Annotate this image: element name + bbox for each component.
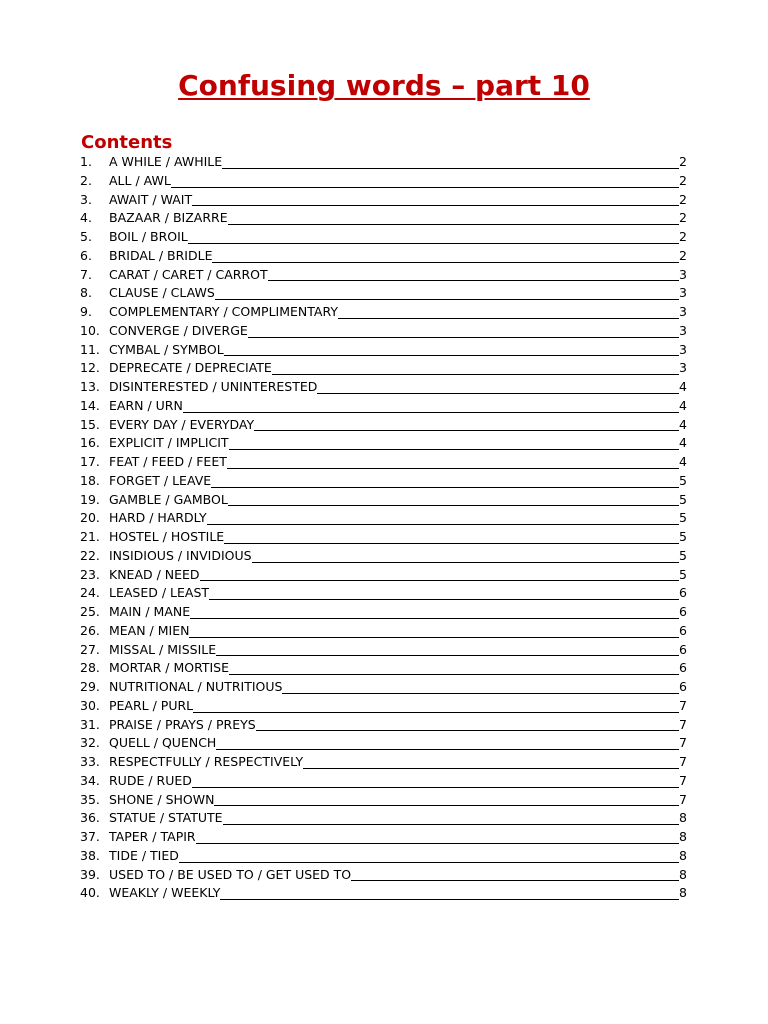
toc-entry-label[interactable]: CARAT / CARET / CARROT xyxy=(109,266,268,282)
toc-entry-label[interactable]: CYMBAL / SYMBOL xyxy=(109,341,224,357)
toc-entry[interactable] xyxy=(80,341,687,360)
toc-leader-line xyxy=(227,453,679,469)
toc-entry-page[interactable]: 2 xyxy=(679,210,687,226)
toc-entry-number: 39. xyxy=(80,866,100,882)
toc-leader-line xyxy=(254,416,679,432)
toc-leader-line xyxy=(223,809,680,825)
toc-entry-page[interactable]: 3 xyxy=(679,341,687,357)
toc-entry[interactable] xyxy=(80,172,687,191)
toc-leader-line xyxy=(317,378,679,394)
toc-entry-label[interactable]: COMPLEMENTARY / COMPLIMENTARY xyxy=(109,304,338,319)
toc-entry-page[interactable]: 3 xyxy=(679,285,687,301)
toc-leader-line xyxy=(183,397,679,413)
toc-entry-label[interactable]: TAPER / TAPIR xyxy=(109,829,196,844)
toc-entry-number: 17. xyxy=(80,454,100,469)
toc-entry[interactable] xyxy=(80,322,687,341)
toc-leader-line xyxy=(179,847,679,863)
toc-entry-page[interactable]: 4 xyxy=(679,379,687,394)
toc-entry-label[interactable]: MAIN / MANE xyxy=(109,604,191,619)
toc-leader-line xyxy=(224,528,679,544)
toc-entry-number: 4. xyxy=(80,210,92,226)
toc-entry-page[interactable]: 7 xyxy=(679,735,687,751)
toc-entry[interactable] xyxy=(80,584,687,603)
toc-entry-page[interactable]: 8 xyxy=(679,810,687,826)
toc-leader-line xyxy=(193,697,679,713)
toc-leader-line xyxy=(209,584,679,600)
toc-leader-line xyxy=(214,791,679,807)
toc-leader-line xyxy=(189,622,679,638)
toc-leader-line xyxy=(228,209,679,225)
toc-entry-number: 20. xyxy=(80,510,100,526)
toc-leader-line xyxy=(171,172,679,188)
toc-entry-number: 40. xyxy=(80,885,100,901)
toc-entry-number: 23. xyxy=(80,566,100,582)
toc-entry-page[interactable]: 6 xyxy=(679,679,687,694)
toc-entry-number: 30. xyxy=(80,697,100,713)
toc-entry-page[interactable]: 5 xyxy=(679,510,687,526)
toc-entry-number: 6. xyxy=(80,247,92,263)
toc-leader-line xyxy=(215,284,679,300)
toc-entry-label[interactable]: NUTRITIONAL / NUTRITIOUS xyxy=(109,679,283,694)
toc-entry-number: 5. xyxy=(80,229,92,244)
toc-entry-page[interactable]: 4 xyxy=(679,416,687,432)
toc-entry[interactable] xyxy=(80,284,687,303)
toc-entry-label[interactable]: SHONE / SHOWN xyxy=(109,791,215,807)
toc-entry-page[interactable]: 2 xyxy=(679,247,687,263)
toc-entry-page[interactable]: 4 xyxy=(679,435,687,451)
toc-entry-number: 34. xyxy=(80,772,100,788)
toc-entry[interactable] xyxy=(80,266,687,285)
toc-entry[interactable] xyxy=(80,603,687,622)
toc-entry[interactable] xyxy=(80,659,687,678)
toc-entry-number: 29. xyxy=(80,679,100,694)
toc-entry-label[interactable]: BAZAAR / BIZARRE xyxy=(109,210,228,226)
toc-entry[interactable] xyxy=(80,191,687,210)
toc-entry-label[interactable]: PRAISE / PRAYS / PREYS xyxy=(109,716,256,732)
toc-entry-page[interactable]: 4 xyxy=(679,454,687,469)
toc-entry-label[interactable]: ALL / AWL xyxy=(109,172,171,188)
toc-entry-number: 33. xyxy=(80,754,100,769)
toc-entry-number: 32. xyxy=(80,735,100,751)
toc-entry-label[interactable]: AWAIT / WAIT xyxy=(109,191,193,207)
toc-entry-label[interactable]: PEARL / PURL xyxy=(109,697,194,713)
toc-entry-page[interactable]: 8 xyxy=(679,847,687,863)
toc-entry[interactable] xyxy=(80,772,687,791)
toc-entry-label[interactable]: STATUE / STATUTE xyxy=(109,810,223,826)
toc-entry-number: 38. xyxy=(80,847,100,863)
toc-leader-line xyxy=(220,884,679,900)
toc-entry[interactable] xyxy=(80,228,687,247)
toc-entry-label[interactable]: CLAUSE / CLAWS xyxy=(109,285,215,301)
toc-entry-number: 9. xyxy=(80,304,92,319)
toc-entry-page[interactable]: 5 xyxy=(679,547,687,563)
toc-leader-line xyxy=(228,491,679,507)
toc-leader-line xyxy=(268,266,679,282)
toc-entry-page[interactable]: 6 xyxy=(679,641,687,657)
toc-entry[interactable] xyxy=(80,641,687,660)
toc-entry-label[interactable]: EARN / URN xyxy=(109,397,183,413)
toc-entry-label[interactable]: BRIDAL / BRIDLE xyxy=(109,247,213,263)
toc-entry[interactable] xyxy=(80,247,687,266)
toc-entry[interactable] xyxy=(80,697,687,716)
toc-leader-line xyxy=(192,191,679,207)
toc-leader-line xyxy=(256,716,679,732)
toc-entry-page[interactable]: 3 xyxy=(679,304,687,319)
toc-leader-line xyxy=(222,153,679,169)
toc-entry-page[interactable]: 7 xyxy=(679,697,687,713)
toc-entry[interactable] xyxy=(80,547,687,566)
toc-entry-page[interactable]: 2 xyxy=(679,172,687,188)
toc-leader-line xyxy=(196,828,679,844)
toc-entry-number: 25. xyxy=(80,604,100,619)
toc-entry-page[interactable]: 7 xyxy=(679,772,687,788)
toc-entry-label[interactable]: DEPRECATE / DEPRECIATE xyxy=(109,360,272,376)
toc-entry-number: 37. xyxy=(80,829,100,844)
toc-entry-number: 16. xyxy=(80,435,100,451)
toc-entry-number: 22. xyxy=(80,547,100,563)
toc-entry-label[interactable]: MEAN / MIEN xyxy=(109,622,190,638)
toc-entry-number: 28. xyxy=(80,660,100,676)
toc-entry[interactable] xyxy=(80,303,687,322)
toc-entry-label[interactable]: DISINTERESTED / UNINTERESTED xyxy=(109,379,318,394)
toc-leader-line xyxy=(224,341,679,357)
toc-entry-number: 1. xyxy=(80,154,92,169)
toc-entry-label[interactable]: MISSAL / MISSILE xyxy=(109,641,217,657)
toc-entry[interactable] xyxy=(80,566,687,585)
toc-entry-page[interactable]: 2 xyxy=(679,154,687,169)
toc-entry-label[interactable]: EXPLICIT / IMPLICIT xyxy=(109,435,229,451)
toc-leader-line xyxy=(216,641,679,657)
toc-entry-label[interactable]: A WHILE / AWHILE xyxy=(109,154,223,169)
toc-entry-page[interactable]: 5 xyxy=(679,491,687,507)
toc-entry[interactable] xyxy=(80,847,687,866)
toc-entry[interactable] xyxy=(80,809,687,828)
toc-leader-line xyxy=(212,247,679,263)
toc-entry-label[interactable]: MORTAR / MORTISE xyxy=(109,660,230,676)
toc-entry-number: 19. xyxy=(80,491,100,507)
toc-entry[interactable] xyxy=(80,622,687,641)
toc-entry-label[interactable]: HARD / HARDLY xyxy=(109,510,207,526)
toc-entry-label[interactable]: EVERY DAY / EVERYDAY xyxy=(109,416,255,432)
toc-leader-line xyxy=(338,303,679,319)
toc-entry-label[interactable]: LEASED / LEAST xyxy=(109,585,210,601)
toc-leader-line xyxy=(351,866,679,882)
toc-entry[interactable] xyxy=(80,397,687,416)
toc-entry[interactable] xyxy=(80,359,687,378)
toc-entry-number: 31. xyxy=(80,716,100,732)
toc-leader-line xyxy=(207,509,679,525)
toc-entry-page[interactable]: 3 xyxy=(679,322,687,338)
toc-entry-label[interactable]: CONVERGE / DIVERGE xyxy=(109,322,248,338)
toc-entry[interactable] xyxy=(80,153,687,172)
toc-entry-label[interactable]: GAMBLE / GAMBOL xyxy=(109,491,228,507)
toc-entry-number: 13. xyxy=(80,379,100,394)
toc-entry[interactable] xyxy=(80,453,687,472)
toc-entry-page[interactable]: 8 xyxy=(679,885,687,901)
toc-entry-page[interactable]: 5 xyxy=(679,566,687,582)
toc-entry[interactable] xyxy=(80,509,687,528)
toc-leader-line xyxy=(192,772,679,788)
toc-entry-number: 36. xyxy=(80,810,100,826)
toc-entry-page[interactable]: 2 xyxy=(679,229,687,244)
toc-entry-number: 18. xyxy=(80,472,100,488)
toc-leader-line xyxy=(200,566,679,582)
toc-entry-number: 24. xyxy=(80,585,100,601)
toc-entry-page[interactable]: 3 xyxy=(679,266,687,282)
toc-entry-number: 8. xyxy=(80,285,92,301)
toc-entry-number: 27. xyxy=(80,641,100,657)
toc-entry-number: 3. xyxy=(80,191,92,207)
toc-entry-page[interactable]: 5 xyxy=(679,472,687,488)
toc-entry-number: 11. xyxy=(80,341,100,357)
toc-entry[interactable] xyxy=(80,791,687,810)
toc-entry-page[interactable]: 7 xyxy=(679,716,687,732)
toc-leader-line xyxy=(272,359,679,375)
toc-entry-number: 21. xyxy=(80,529,100,544)
document-title: Confusing words – part 10 xyxy=(178,68,590,102)
toc-entry[interactable] xyxy=(80,416,687,435)
toc-entry-number: 10. xyxy=(80,322,100,338)
toc-entry-label[interactable]: USED TO / BE USED TO / GET USED TO xyxy=(109,866,352,882)
toc-leader-line xyxy=(211,472,679,488)
toc-entry-page[interactable]: 4 xyxy=(679,397,687,413)
toc-entry-page[interactable]: 8 xyxy=(679,866,687,882)
toc-entry[interactable] xyxy=(80,678,687,697)
toc-entry-number: 14. xyxy=(80,397,100,413)
toc-entry-label[interactable]: BOIL / BROIL xyxy=(109,229,188,244)
toc-entry-label[interactable]: WEAKLY / WEEKLY xyxy=(109,885,221,901)
toc-entry-page[interactable]: 2 xyxy=(679,191,687,207)
toc-leader-line xyxy=(252,547,679,563)
toc-leader-line xyxy=(229,434,679,450)
toc-entry-number: 2. xyxy=(80,172,92,188)
toc-entry[interactable] xyxy=(80,434,687,453)
toc-entry[interactable] xyxy=(80,828,687,847)
toc-leader-line xyxy=(229,659,679,675)
contents-heading: Contents xyxy=(81,131,173,153)
toc-entry-page[interactable]: 6 xyxy=(679,604,687,619)
toc-entry-number: 35. xyxy=(80,791,100,807)
toc-entry-page[interactable]: 7 xyxy=(679,791,687,807)
toc-leader-line xyxy=(303,753,679,769)
toc-entry-label[interactable]: INSIDIOUS / INVIDIOUS xyxy=(109,547,252,563)
toc-entry-label[interactable]: RUDE / RUED xyxy=(109,772,192,788)
toc-entry[interactable] xyxy=(80,209,687,228)
toc-entry[interactable] xyxy=(80,884,687,903)
toc-entry-label[interactable]: RESPECTFULLY / RESPECTIVELY xyxy=(109,754,304,769)
toc-entry-label[interactable]: FORGET / LEAVE xyxy=(109,472,212,488)
toc-entry[interactable] xyxy=(80,491,687,510)
toc-entry-page[interactable]: 3 xyxy=(679,360,687,376)
toc-entry[interactable] xyxy=(80,528,687,547)
toc-entry-number: 26. xyxy=(80,622,100,638)
toc-leader-line xyxy=(282,678,679,694)
toc-entry-number: 12. xyxy=(80,360,100,376)
toc-entry-page[interactable]: 7 xyxy=(679,754,687,769)
toc-leader-line xyxy=(216,734,679,750)
toc-entry-label[interactable]: KNEAD / NEED xyxy=(109,566,200,582)
toc-entry-label[interactable]: HOSTEL / HOSTILE xyxy=(109,529,225,544)
toc-entry[interactable] xyxy=(80,716,687,735)
toc-entry-page[interactable]: 8 xyxy=(679,829,687,844)
toc-entry[interactable] xyxy=(80,753,687,772)
toc-leader-line xyxy=(190,603,679,619)
toc-leader-line xyxy=(248,322,679,338)
toc-leader-line xyxy=(188,228,679,244)
toc-entry-page[interactable]: 6 xyxy=(679,622,687,638)
toc-entry-page[interactable]: 6 xyxy=(679,660,687,676)
toc-entry-page[interactable]: 6 xyxy=(679,585,687,601)
toc-entry[interactable] xyxy=(80,866,687,885)
toc-entry[interactable] xyxy=(80,378,687,397)
toc-entry-label[interactable]: FEAT / FEED / FEET xyxy=(109,454,227,469)
toc-entry[interactable] xyxy=(80,472,687,491)
toc-entry-number: 15. xyxy=(80,416,100,432)
toc-entry[interactable] xyxy=(80,734,687,753)
toc-entry-label[interactable]: TIDE / TIED xyxy=(109,847,179,863)
toc-entry-number: 7. xyxy=(80,266,92,282)
table-of-contents xyxy=(80,153,687,903)
toc-entry-page[interactable]: 5 xyxy=(679,529,687,544)
toc-entry-label[interactable]: QUELL / QUENCH xyxy=(109,735,217,751)
